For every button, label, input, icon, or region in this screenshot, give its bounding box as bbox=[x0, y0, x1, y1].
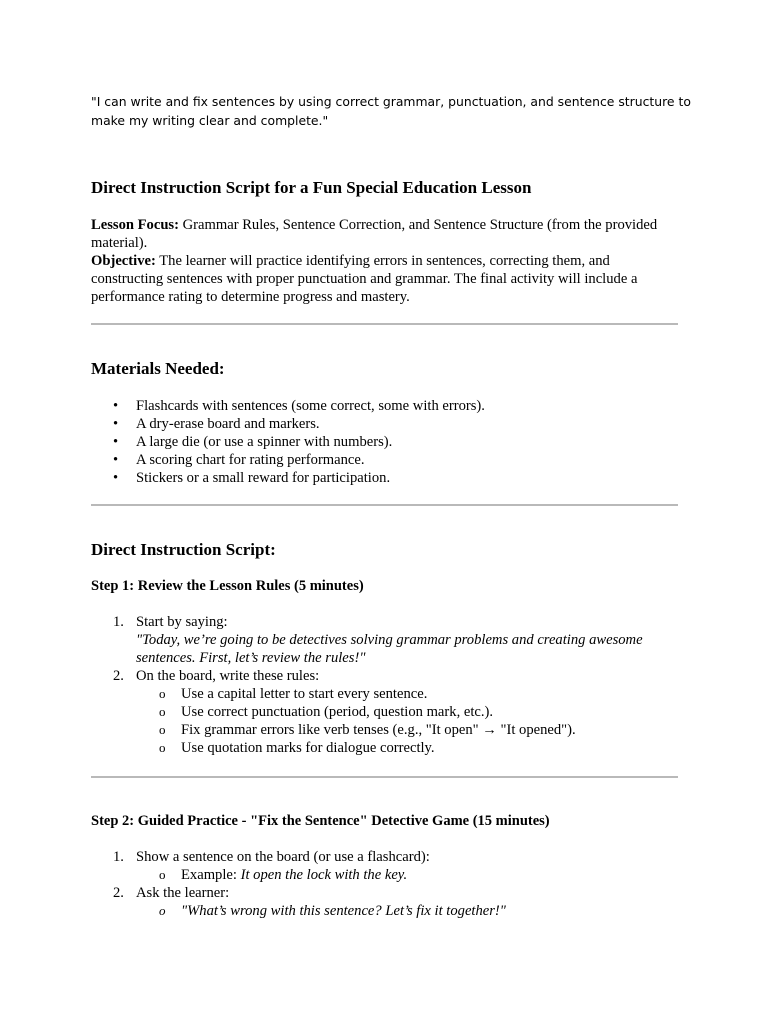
list-item: • A dry-erase board and markers. bbox=[91, 415, 691, 433]
example-sentence: It open the lock with the key. bbox=[240, 867, 408, 883]
materials-list bbox=[91, 397, 691, 487]
divider bbox=[91, 323, 678, 325]
sublist-item: o Use quotation marks for dialogue correctly. bbox=[136, 739, 681, 757]
sublist-item: o Use a capital letter to start every sentence. bbox=[136, 685, 681, 703]
list-item bbox=[91, 848, 681, 884]
example-label: Example: bbox=[181, 867, 241, 883]
sublist-item: o Use correct punctuation (period, question mark, etc.). bbox=[136, 703, 681, 721]
list-item bbox=[91, 884, 681, 920]
step2-list bbox=[91, 848, 681, 920]
objective-label: Objective: bbox=[91, 253, 156, 269]
materials-heading: Materials Needed: bbox=[91, 359, 225, 378]
list-number: 2. bbox=[113, 668, 124, 684]
sublist-item: o "What’s wrong with this sentence? Let’s fix it together!" bbox=[136, 902, 681, 920]
lesson-focus-text: Grammar Rules, Sentence Correction, and Sentence Structure (from the provided material). bbox=[91, 217, 658, 251]
divider bbox=[91, 504, 678, 506]
list-item-text: Show a sentence on the board (or use a flashcard): bbox=[136, 849, 430, 865]
list-item: • Flashcards with sentences (some correct, some with errors). bbox=[91, 397, 691, 415]
list-item-text: Ask the learner: bbox=[136, 885, 230, 901]
script-quote: "Today, we’re going to be detectives solving grammar problems and creating awesome sentences. First, let’s review the rules!" bbox=[136, 632, 643, 666]
step1-heading: Step 1: Review the Lesson Rules (5 minutes) bbox=[91, 578, 364, 594]
list-item-text: On the board, write these rules: bbox=[136, 668, 320, 684]
list-number: 1. bbox=[113, 849, 124, 865]
document-title: Direct Instruction Script for a Fun Special Education Lesson bbox=[91, 178, 532, 197]
lesson-focus-paragraph bbox=[91, 216, 681, 252]
lesson-focus-label: Lesson Focus: bbox=[91, 217, 179, 233]
list-number: 1. bbox=[113, 614, 124, 630]
list-item bbox=[91, 613, 681, 667]
list-item: • A scoring chart for rating performance. bbox=[91, 451, 691, 469]
learning-goal-quote: "I can write and fix sentences by using correct grammar, punctuation, and sentence structure to make my writing clear and complete." bbox=[91, 94, 691, 128]
script-heading: Direct Instruction Script: bbox=[91, 540, 276, 559]
list-item bbox=[91, 667, 681, 757]
question-sublist bbox=[136, 902, 681, 920]
list-item: • Stickers or a small reward for participation. bbox=[91, 469, 691, 487]
list-item: • A large die (or use a spinner with numbers). bbox=[91, 433, 691, 451]
step2-heading: Step 2: Guided Practice - "Fix the Sentence" Detective Game (15 minutes) bbox=[91, 813, 550, 829]
rules-sublist bbox=[136, 685, 681, 757]
list-number: 2. bbox=[113, 885, 124, 901]
sublist-item bbox=[136, 866, 681, 884]
step1-list bbox=[91, 613, 681, 757]
objective-text: The learner will practice identifying errors in sentences, correcting them, and constructing sentences with proper punctuation and grammar. The final activity will include a performance rating to determine progress and mastery. bbox=[91, 253, 638, 305]
list-item-text: Start by saying: bbox=[136, 614, 228, 630]
example-sublist bbox=[136, 866, 681, 884]
objective-paragraph bbox=[91, 252, 681, 306]
divider bbox=[91, 776, 678, 778]
sublist-item: o Fix grammar errors like verb tenses (e.g., "It open" → "It opened"). bbox=[136, 721, 681, 739]
